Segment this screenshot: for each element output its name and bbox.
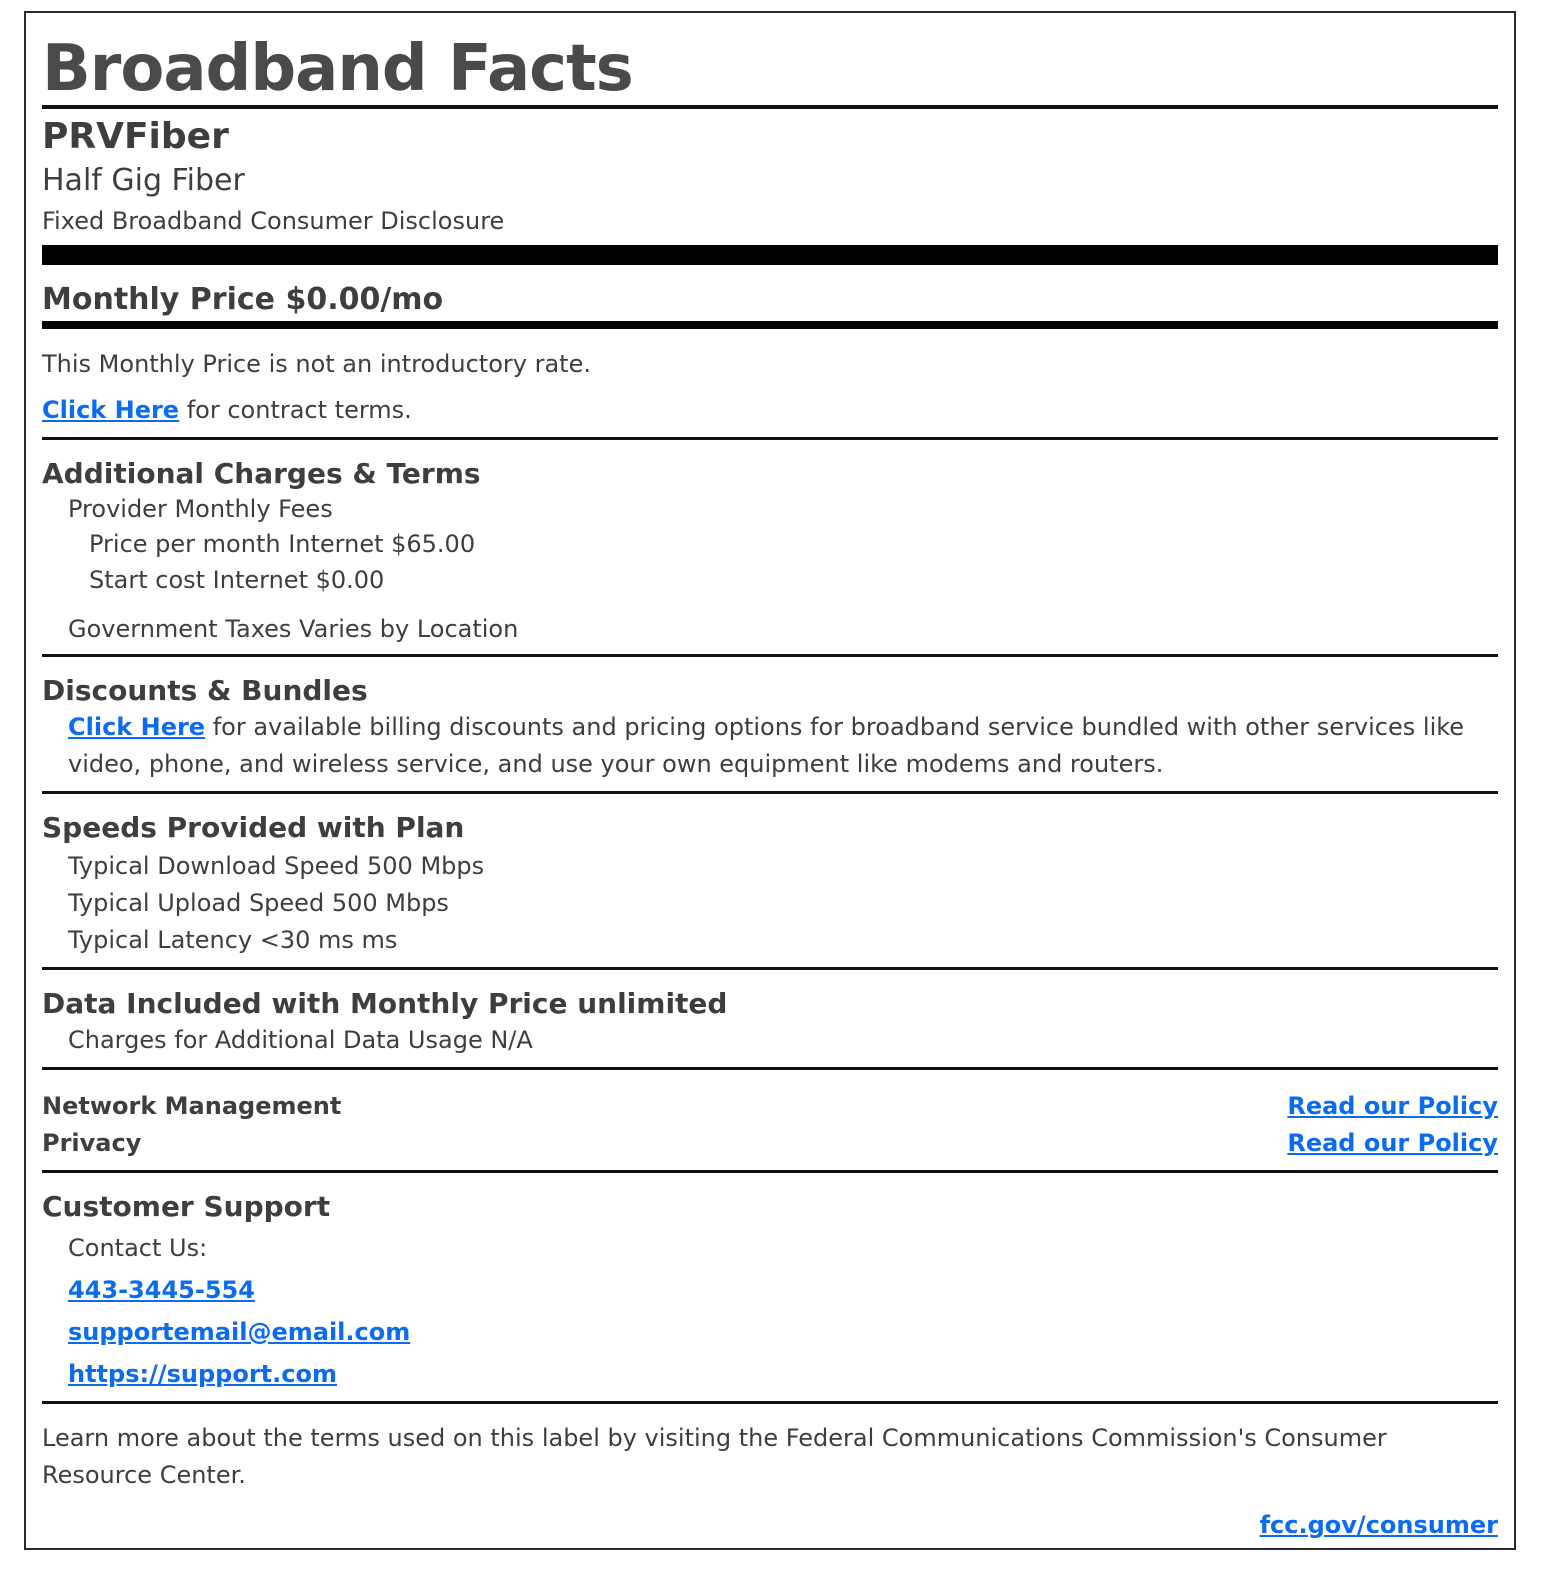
customer-support-section [42,1189,1498,1395]
support-phone-link[interactable]: 443-3445-554 [68,1276,255,1304]
speed-item: Typical Latency <30 ms ms [68,926,398,954]
intro-rate-note: This Monthly Price is not an introductory rate. [42,350,591,378]
footer-text: Learn more about the terms used on this label by visiting the Federal Communications Commission's Consumer Resource Center. [42,1424,1387,1489]
thick-divider [42,245,1498,265]
speed-item: Typical Upload Speed 500 Mbps [68,889,449,917]
additional-data-charges: Charges for Additional Data Usage N/A [68,1026,533,1054]
support-phone-row [42,1269,1498,1311]
footer-link-row [42,1508,1498,1542]
speeds-heading: Speeds Provided with Plan [42,811,465,844]
support-email-link[interactable]: supportemail@email.com [68,1318,411,1346]
privacy-policy-link[interactable]: Read our Policy [1287,1129,1498,1157]
additional-charges-section [42,456,1498,646]
government-taxes: Government Taxes Varies by Location [68,615,519,643]
contact-label: Contact Us: [68,1234,208,1262]
divider [42,967,1498,970]
network-management-label: Network Management [42,1092,342,1120]
privacy-row [42,1125,1498,1162]
divider [42,791,1498,794]
data-included-heading: Data Included with Monthly Price unlimited [42,987,728,1020]
data-included-section [42,986,1498,1059]
discounts-link[interactable]: Click Here [68,713,206,741]
divider [42,1067,1498,1070]
network-policy-link[interactable]: Read our Policy [1287,1092,1498,1120]
support-email-row [42,1311,1498,1353]
broadband-facts-label [24,11,1516,1550]
contract-terms-line [42,393,1498,427]
fcc-consumer-link[interactable]: fcc.gov/consumer [1259,1511,1498,1539]
plan-name: Half Gig Fiber [42,163,245,198]
divider [42,1401,1498,1404]
provider-fees-label: Provider Monthly Fees [68,495,333,523]
policies-section [42,1088,1498,1162]
provider-name: PRVFiber [42,116,229,157]
fee-item: Start cost Internet $0.00 [89,566,385,594]
monthly-price-heading: Monthly Price $0.00/mo [42,282,444,317]
discounts-description: for available billing discounts and pricing options for broadband service bundled with other services like video, phone, and wireless service, and use your own equipment like modems and routers. [68,713,1465,778]
contract-terms-text: for contract terms. [179,396,412,424]
customer-support-heading: Customer Support [42,1190,331,1223]
discounts-text [42,709,1498,783]
disclosure-type: Fixed Broadband Consumer Disclosure [42,207,505,235]
speed-item: Typical Download Speed 500 Mbps [68,852,485,880]
discounts-section [42,673,1498,783]
support-website-row [42,1353,1498,1395]
speeds-section [42,810,1498,959]
fee-item: Price per month Internet $65.00 [89,530,476,558]
divider [42,437,1498,440]
network-management-row [42,1088,1498,1125]
contract-terms-link[interactable]: Click Here [42,396,180,424]
divider [42,654,1498,657]
price-divider [42,321,1498,329]
support-website-link[interactable]: https://support.com [68,1360,337,1388]
privacy-label: Privacy [42,1129,142,1157]
additional-charges-heading: Additional Charges & Terms [42,457,481,490]
discounts-heading: Discounts & Bundles [42,674,368,707]
divider [42,1170,1498,1173]
label-title: Broadband Facts [42,32,633,106]
